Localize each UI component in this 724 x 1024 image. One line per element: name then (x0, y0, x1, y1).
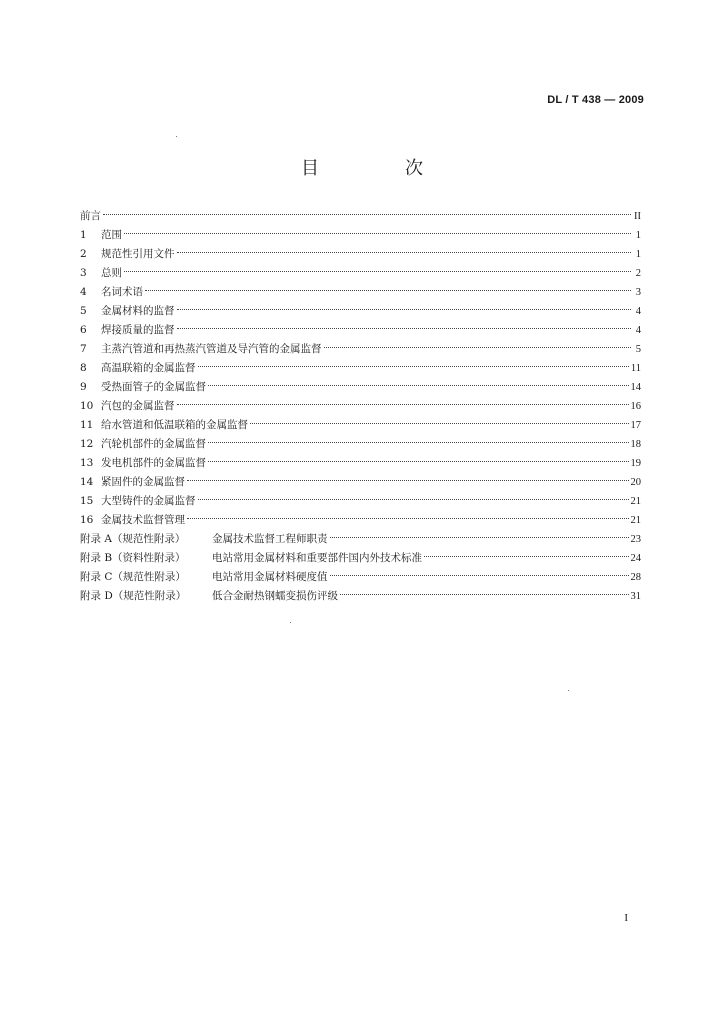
toc-entry-page: 2 (635, 268, 641, 279)
toc-entry (80, 416, 641, 435)
toc-entry-page: 19 (630, 458, 641, 469)
toc-entry-page: II (634, 211, 641, 222)
toc-dot-leader (208, 385, 629, 386)
toc-entry (80, 226, 641, 245)
toc-entry-number: 11 (80, 419, 94, 431)
toc-entry (80, 511, 641, 530)
toc-entry (80, 397, 641, 416)
toc-entry-number: 13 (80, 457, 94, 469)
toc-entry-page: 3 (635, 287, 641, 298)
appendix-page: 24 (630, 553, 641, 564)
toc-dot-leader (330, 537, 629, 538)
toc-dot-leader (198, 499, 629, 500)
toc-entry (80, 435, 641, 454)
toc-entry-number: 14 (80, 476, 94, 488)
toc-entry (80, 340, 641, 359)
toc-dot-leader (198, 366, 629, 367)
toc-entry-number: 9 (80, 381, 87, 393)
toc-entry (80, 454, 641, 473)
toc-appendix-entry (80, 549, 641, 568)
toc-entry-number: 7 (80, 343, 87, 355)
toc-entry-label: 高温联箱的金属监督 (101, 362, 196, 374)
toc-entry-number: 2 (80, 248, 87, 260)
toc-appendix-entry (80, 568, 641, 587)
toc-entry-label: 给水管道和低温联箱的金属监督 (101, 419, 248, 431)
appendix-page: 28 (630, 572, 641, 583)
toc-appendix-entry (80, 587, 641, 606)
toc-dot-leader (177, 328, 632, 329)
toc-entry-number: 10 (80, 400, 94, 412)
toc-entry-label: 金属材料的监督 (101, 305, 175, 317)
toc-dot-leader (208, 461, 629, 462)
toc-entry (80, 245, 641, 264)
toc-dot-leader (145, 290, 631, 291)
toc-dot-leader (177, 252, 632, 253)
toc-entry-number: 6 (80, 324, 87, 336)
toc-dot-leader (324, 347, 632, 348)
toc-entry-page: 1 (635, 249, 641, 260)
standard-code: DL / T 438 — 2009 (547, 94, 644, 106)
appendix-label: 电站常用金属材料硬度值 (212, 571, 328, 583)
toc-entry-number: 3 (80, 267, 87, 279)
toc-entry (80, 492, 641, 511)
toc-dot-leader (124, 271, 631, 272)
toc-entry-page: 14 (630, 382, 641, 393)
toc-entry-page: 17 (630, 420, 641, 431)
toc-entry-label: 前言 (80, 210, 101, 222)
toc-entry-page: 21 (630, 496, 641, 507)
appendix-tag: 附录 C（规范性附录） (80, 571, 186, 583)
toc-entry (80, 264, 641, 283)
toc-entry-page: 4 (635, 325, 641, 336)
toc-entry (80, 473, 641, 492)
toc-entry-label: 受热面管子的金属监督 (101, 381, 206, 393)
toc-entry-label: 发电机部件的金属监督 (101, 457, 206, 469)
toc-entry-label: 大型铸件的金属监督 (101, 495, 196, 507)
toc-entry-label: 焊接质量的监督 (101, 324, 175, 336)
toc-appendix-entry (80, 530, 641, 549)
appendix-tag: 附录 B（资料性附录） (80, 552, 186, 564)
toc-entry-page: 1 (635, 230, 641, 241)
toc-entry-label: 主蒸汽管道和再热蒸汽管道及导汽管的金属监督 (101, 343, 322, 355)
toc-entry-page: 18 (630, 439, 641, 450)
toc-entry (80, 378, 641, 397)
appendix-label: 金属技术监督工程师职责 (212, 533, 328, 545)
toc-entry-number: 8 (80, 362, 87, 374)
toc-entry-number: 5 (80, 305, 87, 317)
appendix-tag: 附录 A（规范性附录） (80, 533, 186, 545)
toc-dot-leader (187, 480, 629, 481)
toc-dot-leader (208, 442, 629, 443)
toc-entry-number: 16 (80, 514, 94, 526)
toc-entry (80, 283, 641, 302)
toc-entry (80, 207, 641, 226)
scan-speck (290, 622, 291, 623)
toc-entry-page: 21 (630, 515, 641, 526)
toc-entry-label: 名词术语 (101, 286, 143, 298)
toc-entry-page: 16 (630, 401, 641, 412)
toc-dot-leader (103, 214, 631, 215)
toc-dot-leader (340, 594, 629, 595)
toc-entry-label: 汽包的金属监督 (101, 400, 175, 412)
toc-dot-leader (177, 309, 632, 310)
toc-entry (80, 359, 641, 378)
toc-entry-page: 4 (635, 306, 641, 317)
toc-dot-leader (124, 233, 631, 234)
toc-entry-label: 范围 (101, 229, 122, 241)
toc-entry-number: 4 (80, 286, 87, 298)
toc-entry-label: 金属技术监督管理 (101, 514, 185, 526)
scan-speck (568, 690, 569, 691)
toc-dot-leader (424, 556, 629, 557)
toc-entry-page: 20 (630, 477, 641, 488)
toc-entry-number: 15 (80, 495, 94, 507)
toc-entry-label: 汽轮机部件的金属监督 (101, 438, 206, 450)
appendix-label: 电站常用金属材料和重要部件国内外技术标准 (212, 552, 422, 564)
toc-entry-number: 1 (80, 229, 87, 241)
toc-dot-leader (250, 423, 629, 424)
toc-entry (80, 302, 641, 321)
page-title: 目 次 (301, 158, 457, 179)
appendix-label: 低合金耐热钢蠕变损伤评级 (212, 590, 338, 602)
appendix-page: 23 (630, 534, 641, 545)
toc-dot-leader (187, 518, 629, 519)
page-number: I (624, 912, 628, 924)
scan-speck (176, 136, 177, 137)
toc-entry (80, 321, 641, 340)
toc-entry-label: 总则 (101, 267, 122, 279)
toc-entry-label: 紧固件的金属监督 (101, 476, 185, 488)
toc-entry-page: 11 (630, 363, 641, 374)
toc-entry-label: 规范性引用文件 (101, 248, 175, 260)
appendix-tag: 附录 D（规范性附录） (80, 590, 187, 602)
toc-dot-leader (177, 404, 629, 405)
toc-entry-page: 5 (635, 344, 641, 355)
toc-entry-number: 12 (80, 438, 94, 450)
appendix-page: 31 (630, 591, 641, 602)
toc-dot-leader (330, 575, 629, 576)
table-of-contents (80, 207, 641, 606)
